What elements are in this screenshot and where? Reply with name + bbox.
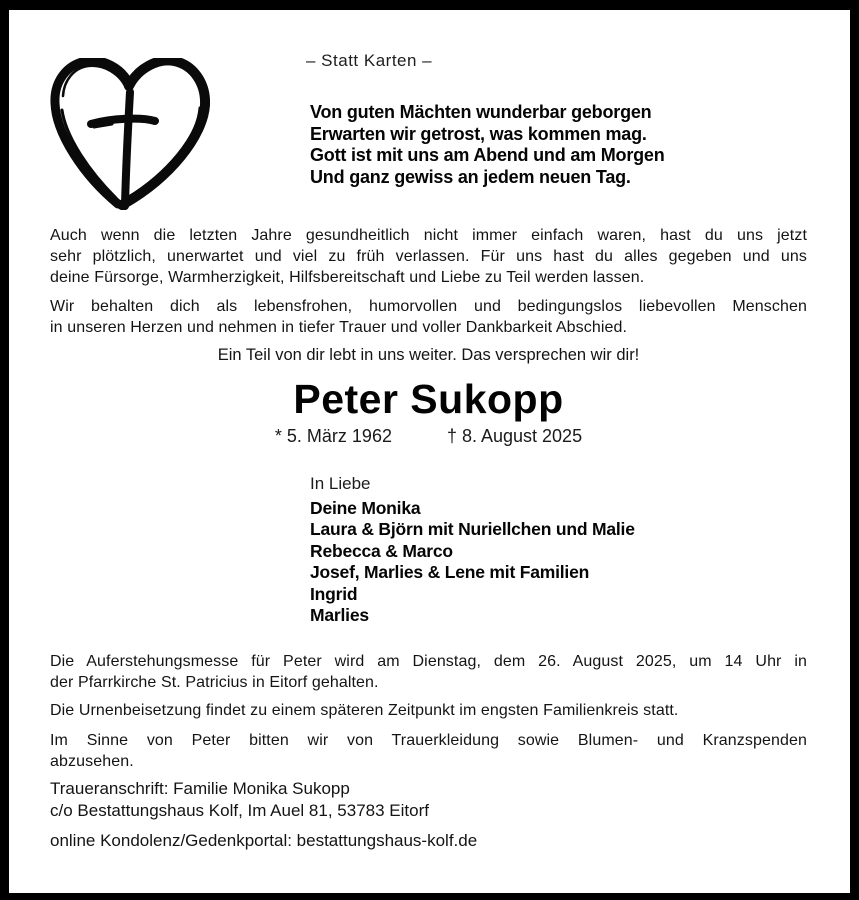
- memorial-poem: Von guten Mächten wunderbar geborgen Erwarten wir getrost, was kommen mag. Gott ist mit uns am Abend und am Morgen Und ganz gewiss an jedem neuen Tag.: [310, 102, 665, 187]
- notice-content: [50, 10, 807, 893]
- burial-info: Die Urnenbeisetzung findet zu einem späteren Zeitpunkt im engsten Familienkreis statt.: [50, 702, 679, 719]
- online-condolence: online Kondolenz/Gedenkportal: bestattungshaus-kolf.de: [50, 831, 478, 850]
- mourning-wishes: Im Sinne von Peter bitten wir von Trauerkleidung sowie Blumen- und Kranzspenden abzusehen.: [50, 732, 807, 770]
- heart-cross-icon: [50, 58, 210, 210]
- mourning-address: Traueranschrift: Familie Monika Sukopp c/o Bestattungshaus Kolf, Im Auel 81, 53783 Eitorf: [50, 779, 429, 820]
- farewell-paragraph: Auch wenn die letzten Jahre gesundheitlich nicht immer einfach waren, hast du uns jetzt sehr plötzlich, unerwartet und viel zu früh verlassen. Für uns hast du alles gegeben und uns deine Fürsorge, Warmherzigkeit, Hilfsbereitschaft und Liebe zu Teil werden lassen.: [50, 227, 807, 286]
- birth-date: * 5. März 1962: [274, 426, 392, 446]
- in-liebe-label: In Liebe: [310, 474, 371, 493]
- pre-header: – Statt Karten –: [306, 51, 433, 70]
- deceased-name: Peter Sukopp: [293, 376, 564, 422]
- promise-line: Ein Teil von dir lebt in uns weiter. Das versprechen wir dir!: [217, 346, 640, 364]
- service-info: Die Auferstehungsmesse für Peter wird am Dienstag, dem 26. August 2025, um 14 Uhr in der Pfarrkirche St. Patricius in Eitorf gehalten.: [50, 653, 807, 691]
- mourners-list: Deine Monika Laura & Björn mit Nuriellchen und Malie Rebecca & Marco Josef, Marlies & Lene mit Familien Ingrid Marlies: [310, 498, 635, 626]
- life-dates: [50, 425, 807, 447]
- death-date: † 8. August 2025: [446, 426, 583, 446]
- remembrance-paragraph: Wir behalten dich als lebensfrohen, humorvollen und bedingungslos liebevollen Menschen in unseren Herzen und nehmen in tiefer Trauer und voller Dankbarkeit Abschied.: [50, 298, 807, 336]
